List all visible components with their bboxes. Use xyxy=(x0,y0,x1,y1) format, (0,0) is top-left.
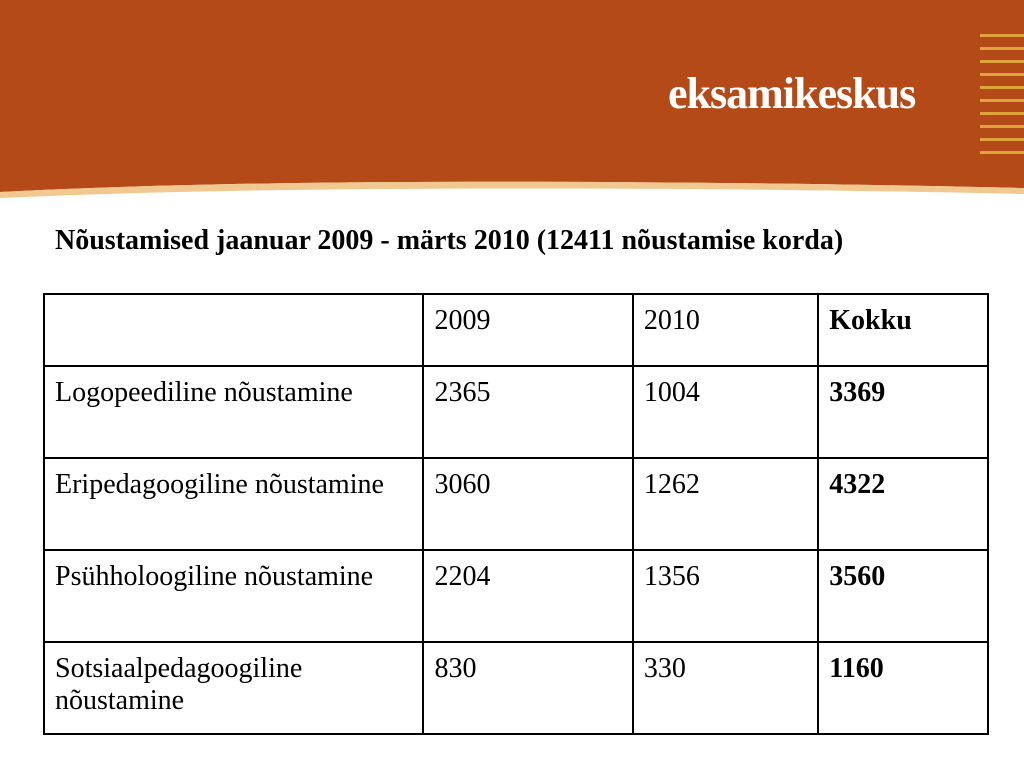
header-cell-total: Kokku xyxy=(818,294,988,366)
cell-2009: 3060 xyxy=(423,458,632,550)
counseling-table xyxy=(43,293,989,735)
table-header-row xyxy=(44,294,988,366)
table-row xyxy=(44,458,988,550)
table-row xyxy=(44,550,988,642)
row-label: Eripedagoogiline nõustamine xyxy=(44,458,423,550)
row-label: Logopeediline nõustamine xyxy=(44,366,423,458)
cell-2010: 1262 xyxy=(633,458,818,550)
logo-stripes-icon xyxy=(980,34,1024,164)
header-cell-empty xyxy=(44,294,423,366)
eksamikeskus-logo: eksamikeskus xyxy=(668,69,916,118)
cell-total: 1160 xyxy=(818,642,988,734)
cell-2010: 1356 xyxy=(633,550,818,642)
cell-2009: 2365 xyxy=(423,366,632,458)
cell-total: 3369 xyxy=(818,366,988,458)
cell-2009: 830 xyxy=(423,642,632,734)
cell-2009: 2204 xyxy=(423,550,632,642)
header-cell-2010: 2010 xyxy=(633,294,818,366)
row-label: Sotsiaalpedagoogiline nõustamine xyxy=(44,642,423,734)
cell-total: 3560 xyxy=(818,550,988,642)
table-row xyxy=(44,642,988,734)
table-row xyxy=(44,366,988,458)
row-label: Psühholoogiline nõustamine xyxy=(44,550,423,642)
cell-total: 4322 xyxy=(818,458,988,550)
cell-2010: 1004 xyxy=(633,366,818,458)
cell-2010: 330 xyxy=(633,642,818,734)
header-cell-2009: 2009 xyxy=(423,294,632,366)
slide-title: Nõustamised jaanuar 2009 - märts 2010 (12411 nõustamise korda) xyxy=(55,225,844,256)
